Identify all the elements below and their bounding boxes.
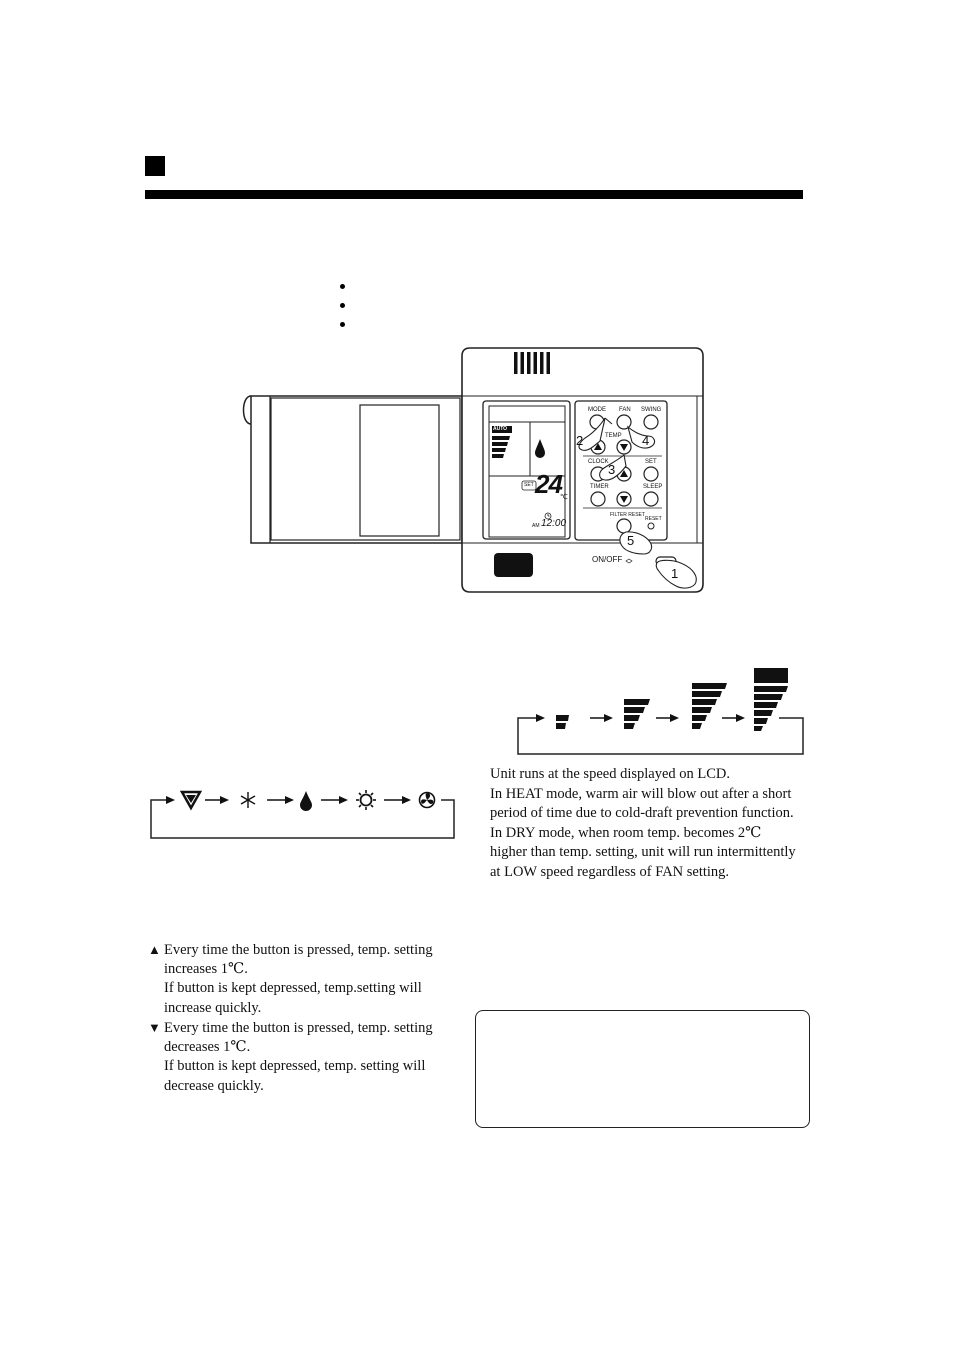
fan-speed-auto-icon [754,668,788,731]
callout-number: 5 [627,533,635,548]
fan-speed-high-icon [692,683,727,729]
temp-label: TEMP [605,433,622,439]
clock-down-button[interactable] [617,492,631,506]
auto-icon [182,792,200,808]
cool-icon [241,792,255,808]
sleep-label: SLEEP [643,484,663,490]
temp-down-line: If button is kept depressed, temp. setting will [164,1058,426,1074]
fan-text-line: Unit runs at the speed displayed on LCD. [490,766,731,782]
temp-up-line: ▲ Every time the button is pressed, temp. setting [148,942,433,958]
fan-label: FAN [619,407,631,413]
on-off-label: ON/OFF [592,555,623,564]
fan-button[interactable] [617,415,631,429]
remote-cover [244,396,463,543]
fan-speed-medium-icon [624,699,650,729]
callout-number: 2 [576,433,584,448]
bullet-dot [340,322,345,327]
dry-icon [300,791,312,811]
lcd-unit: ℃ [560,494,568,501]
filter-reset-label: FILTER RESET [610,512,645,518]
sleep-button[interactable] [644,492,658,506]
fan-text-line: In HEAT mode, warm air will blow out after a short [490,785,792,802]
fan-text-line: In DRY mode, when room temp. becomes 2℃ [490,824,762,841]
temp-up-line: increase quickly. [164,999,262,1016]
mode-label: MODE [588,407,606,413]
lcd-am: AM [532,523,540,529]
temp-down-line: ▼ Every time the button is pressed, temp. setting [148,1020,433,1036]
fan-icon [420,793,435,808]
swing-button[interactable] [644,415,658,429]
callout-number: 3 [608,462,616,477]
header-rule [145,190,803,199]
reset-label: RESET [645,516,662,522]
fan-speed-cycle-diagram [510,664,810,759]
set-label: SET [645,459,657,465]
filter-reset-button[interactable] [617,519,631,533]
temp-down-line: decrease quickly. [164,1077,264,1094]
remote-controller-diagram [240,347,706,594]
section-marker [145,156,165,176]
heat-icon [356,790,376,810]
temp-up-line: If button is kept depressed, temp.setting will [164,980,422,996]
fan-text-line: at LOW speed regardless of FAN setting. [490,863,730,880]
callout-number: 4 [642,433,650,448]
reset-button[interactable] [648,523,654,529]
timer-label: TIMER [590,484,609,490]
triangle-up-icon: ▲ [148,942,161,957]
receiver-window [494,553,533,577]
set-button[interactable] [644,467,658,481]
temp-down-line: decreases 1℃. [164,1038,251,1055]
fan-text-line: higher than temp. setting, unit will run intermittently [490,844,796,860]
bullet-dot [340,303,345,308]
bullet-dot [340,284,345,289]
lcd-temperature: 24 [535,469,562,499]
lcd-auto-badge: AUTO [493,426,508,432]
swing-label: SWING [641,407,662,413]
lcd-set-badge: SET [524,482,534,488]
temp-down-button[interactable] [617,440,631,454]
fan-speed-low-icon [556,715,569,729]
lcd-clock: 12:00 [541,518,567,529]
fan-text-line: period of time due to cold-draft prevention function. [490,805,794,821]
temp-up-line: increases 1℃. [164,960,248,977]
triangle-down-icon: ▼ [148,1020,161,1035]
callout-number: 1 [671,566,679,581]
timer-button[interactable] [591,492,605,506]
mode-cycle-diagram [145,782,460,842]
note-box [475,1010,810,1128]
clock-label: CLOCK [588,459,609,465]
